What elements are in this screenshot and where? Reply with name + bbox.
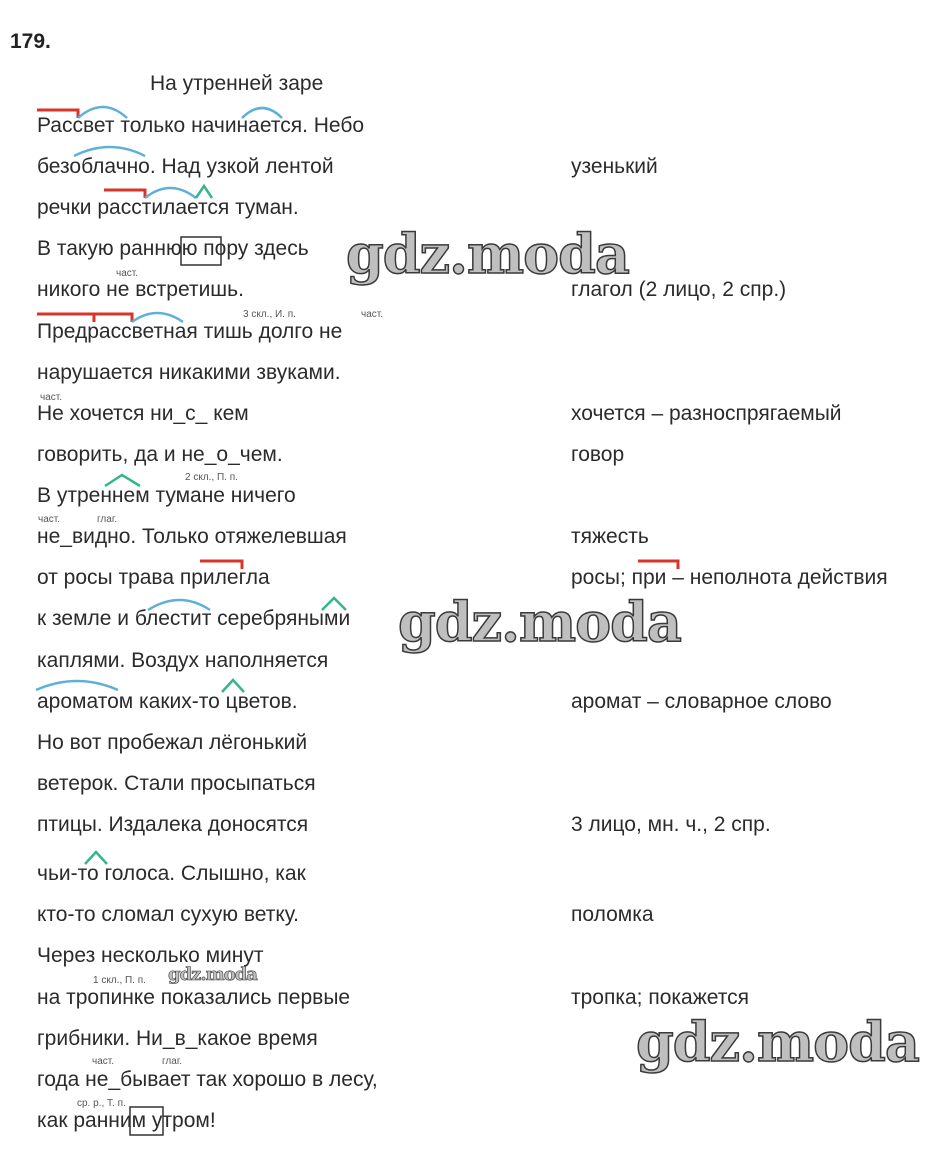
watermark: gdz.moda — [398, 590, 681, 654]
text-line: ветерок. Стали просыпаться — [37, 772, 316, 795]
margin-note: 3 лицо, мн. ч., 2 спр. — [571, 813, 771, 836]
text-line: не_видно. Только отяжелевшая — [37, 525, 347, 548]
grammar-label: част. — [40, 392, 63, 403]
text-line: птицы. Издалека доносятся — [37, 813, 309, 836]
grammar-label: част. — [38, 514, 61, 525]
text-title: На утренней заре — [150, 72, 324, 95]
margin-note: тропка; покажется — [571, 986, 750, 1009]
text-line: к земле и блестит серебряными — [37, 607, 351, 630]
text-line: кто-то сломал сухую ветку. — [37, 903, 300, 926]
margin-note: тяжесть — [571, 525, 649, 548]
text-line: нарушается никакими звуками. — [37, 361, 341, 384]
watermark: gdz.moda — [636, 1010, 919, 1074]
margin-note: узенький — [571, 155, 658, 178]
margin-note: поломка — [571, 903, 654, 926]
text-line: чьи-то голоса. Слышно, как — [37, 862, 306, 885]
watermark: gdz.moda — [346, 222, 629, 286]
text-line: В утреннем тумане ничего — [37, 484, 296, 507]
text-line: В такую раннюю пору здесь — [37, 237, 309, 260]
margin-note: хочется – разноспрягаемый — [571, 402, 842, 425]
text-line: говорить, да и не_о_чем. — [37, 443, 283, 466]
text-line: каплями. Воздух наполняется — [37, 649, 329, 672]
grammar-label: глаг. — [97, 514, 118, 525]
margin-note: аромат – словарное слово — [571, 690, 832, 713]
grammar-label: част. — [92, 1056, 115, 1067]
margin-note: глагол (2 лицо, 2 спр.) — [571, 278, 787, 301]
text-line: как ранним утром! — [37, 1109, 216, 1132]
grammar-label: 1 скл., П. п. — [93, 975, 146, 986]
text-line: грибники. Ни_в_какое время — [37, 1027, 318, 1050]
grammar-label: част. — [361, 309, 384, 320]
text-line: безоблачно. Над узкой лентой — [37, 155, 334, 178]
text-line: Предрассветная тишь долго не — [37, 320, 343, 343]
grammar-label: 2 скл., П. п. — [185, 472, 238, 483]
text-line: никого не встретишь. — [37, 278, 244, 301]
text-line: Не хочется ни_с_ кем — [37, 402, 249, 425]
text-line: Рассвет только начинается. Небо — [37, 114, 365, 137]
grammar-label: 3 скл., И. п. — [243, 309, 296, 320]
margin-note: говор — [571, 443, 625, 466]
margin-note: росы; при – неполнота действия — [571, 566, 888, 589]
text-line: Через несколько минут — [37, 944, 264, 967]
text-line: Но вот пробежал лёгонький — [37, 731, 308, 754]
grammar-label: ср. р., Т. п. — [77, 1098, 126, 1109]
text-line: года не_бывает так хорошо в лесу, — [37, 1068, 378, 1091]
text-line: на тропинке показались первые — [37, 986, 351, 1009]
text-line: речки расстилается туман. — [37, 196, 299, 219]
grammar-label: част. — [116, 268, 139, 279]
grammar-label: глаг. — [162, 1056, 183, 1067]
watermark: gdz.moda — [168, 964, 257, 985]
text-line: ароматом каких-то цветов. — [37, 690, 298, 713]
exercise-number: 179. — [10, 30, 51, 53]
text-line: от росы трава прилегла — [37, 566, 270, 589]
